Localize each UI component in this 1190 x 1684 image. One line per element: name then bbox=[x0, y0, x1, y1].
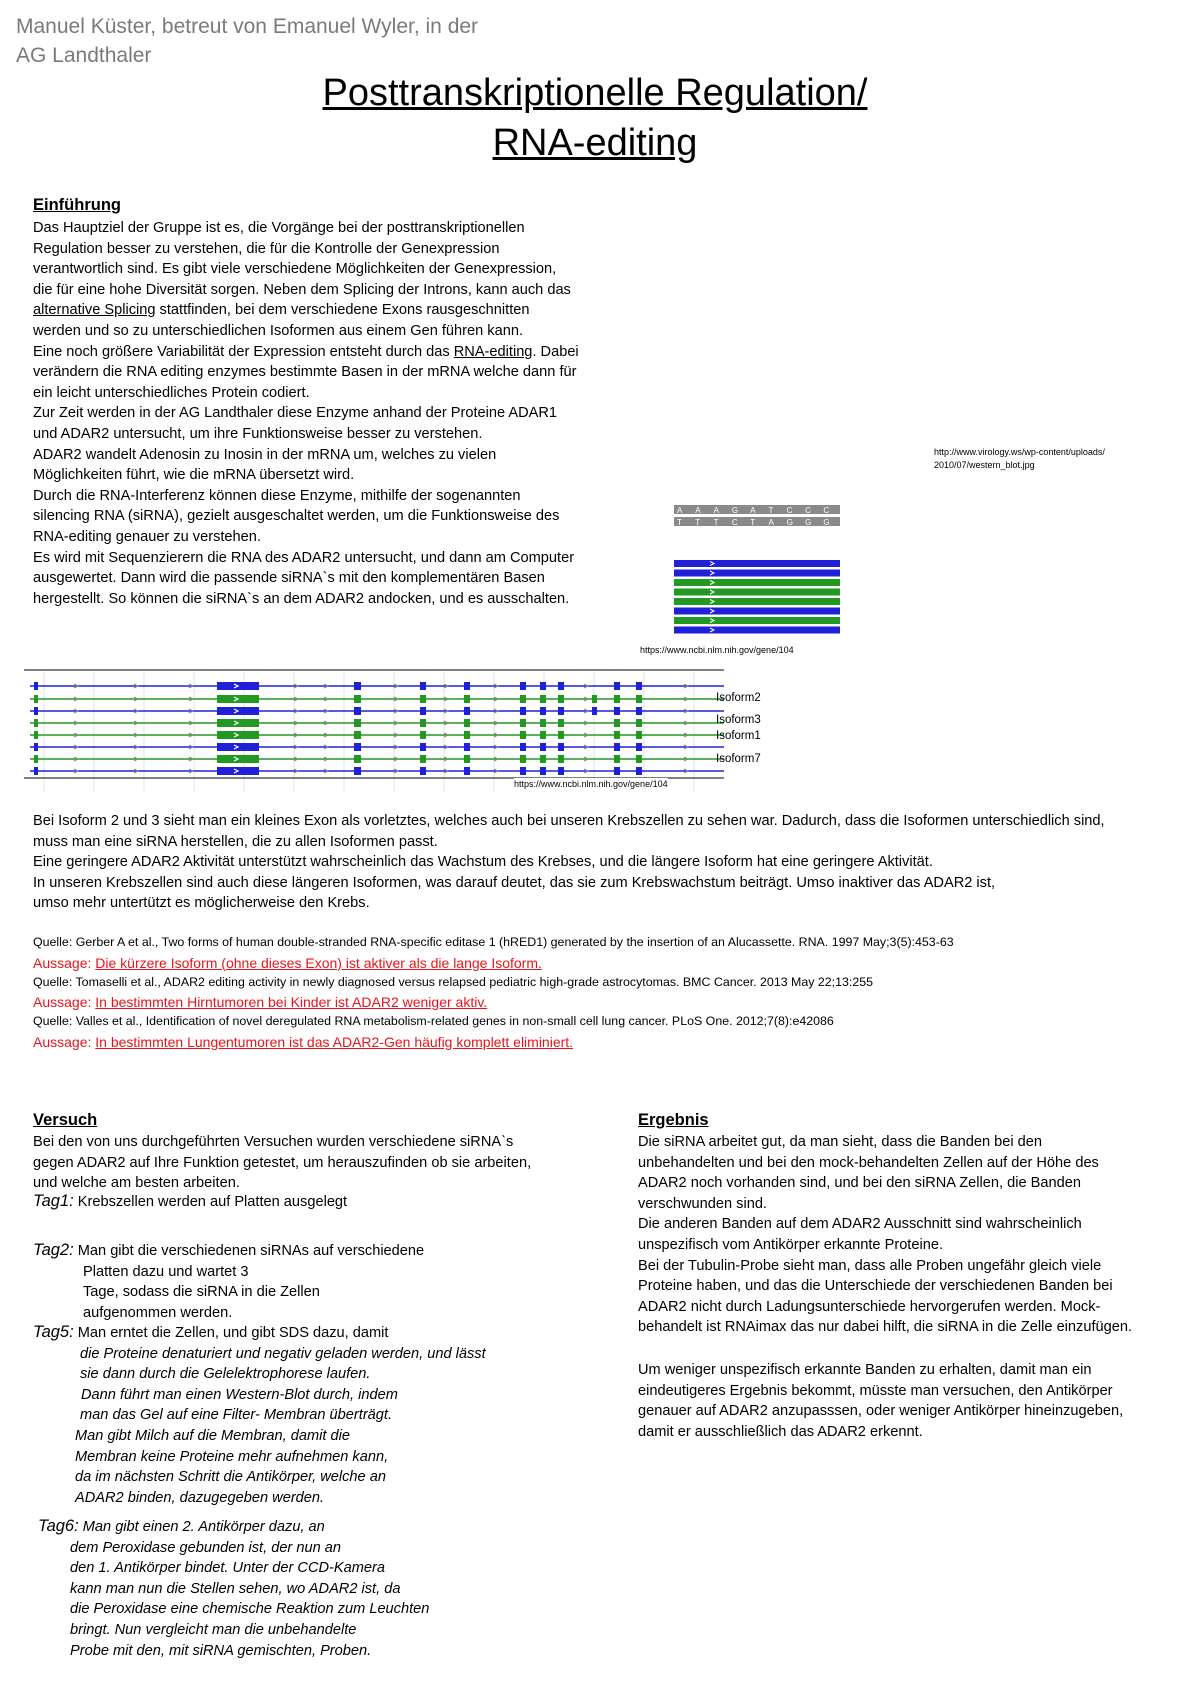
isoform-exon bbox=[420, 731, 426, 739]
isoform-exon bbox=[464, 731, 470, 739]
author-line-2: AG Landthaler bbox=[16, 44, 152, 67]
isoform-exon bbox=[614, 695, 620, 703]
page-title-line-1: Posttranskriptionelle Regulation/ bbox=[322, 72, 868, 114]
source-citation: Quelle: Gerber A et al., Two forms of human double-stranded RNA-specific editase 1 (hRED1) generated by the insertion of an Alucassette. RNA. 1997 May;3(5):453-63 bbox=[33, 935, 954, 949]
ergebnis-heading: Ergebnis bbox=[638, 1111, 709, 1129]
isoform-exon bbox=[34, 743, 38, 751]
isoform-exon bbox=[540, 767, 546, 775]
findings-line: umso mehr untertützt es möglicherweise den Krebs. bbox=[33, 895, 370, 912]
intro-line: und ADAR2 untersucht, um ihre Funktionsweise besser zu verstehen. bbox=[33, 425, 483, 442]
intro-heading: Einführung bbox=[33, 196, 121, 214]
isoform-exon bbox=[614, 743, 620, 751]
isoform-exon bbox=[636, 695, 642, 703]
virology-url-line-1: http://www.virology.ws/wp-content/uploads/ bbox=[934, 447, 1105, 457]
isoform-exon bbox=[558, 719, 564, 727]
ergebnis-body bbox=[638, 1132, 1186, 1338]
source-citation: Quelle: Valles et al., Identification of novel deregulated RNA metabolism-related genes in non-small cell lung cancer. PLoS One. 2012;7(8):e42086 bbox=[33, 1014, 834, 1028]
isoform-exon bbox=[464, 743, 470, 751]
ergebnis-line: Um weniger unspezifisch erkannte Banden zu erhalten, damit man ein bbox=[638, 1362, 1092, 1378]
sequence-letters-bottom bbox=[677, 518, 830, 527]
intro-line: Es wird mit Sequenzierern die RNA des ADAR2 untersucht, und dann am Computer bbox=[33, 549, 575, 566]
intro-line: Das Hauptziel der Gruppe ist es, die Vorgänge bei der posttranskriptionellen bbox=[33, 220, 525, 236]
isoform-exon bbox=[420, 707, 426, 715]
isoform-exon bbox=[420, 767, 426, 775]
sequence-exon-bar bbox=[674, 598, 840, 605]
findings-text bbox=[33, 811, 1183, 914]
author-line-1: Manuel Küster, betreut von Emanuel Wyler, in der bbox=[16, 15, 479, 38]
isoform-exon bbox=[354, 707, 361, 715]
tag1-text: Krebszellen werden auf Platten ausgelegt bbox=[77, 1194, 348, 1210]
intro-link[interactable]: RNA-editing bbox=[453, 343, 533, 360]
tag1 bbox=[33, 1190, 593, 1213]
tag5-line: die Proteine denaturiert und negativ geladen werden, und lässt bbox=[80, 1345, 486, 1362]
isoform-exon bbox=[420, 719, 426, 727]
sequence-exon-bar bbox=[674, 608, 840, 615]
sequence-letter: C bbox=[731, 518, 738, 527]
tag6-line: den 1. Antikörper bindet. Unter der CCD-Kamera bbox=[70, 1560, 385, 1577]
tag2-label: Tag2: bbox=[33, 1241, 74, 1259]
ergebnis-line: verschwunden sind. bbox=[638, 1195, 767, 1212]
isoform-exon bbox=[464, 707, 470, 715]
isoform-exon bbox=[420, 695, 426, 703]
isoform-exon bbox=[34, 719, 38, 727]
sequence-exon-bar bbox=[674, 579, 840, 586]
ergebnis-line: Die siRNA arbeitet gut, da man sieht, dass die Banden bei den bbox=[638, 1134, 1043, 1150]
tag6-line: bringt. Nun vergleicht man die unbehandelte bbox=[70, 1621, 357, 1638]
isoform-exon bbox=[354, 755, 361, 763]
isoform-exon bbox=[540, 731, 546, 739]
intro-line: hergestellt. So können die siRNA`s an dem ADAR2 andocken, und es ausschalten. bbox=[33, 590, 570, 607]
ergebnis-line: Bei der Tubulin-Probe sieht man, dass alle Proben ungefähr gleich viele bbox=[638, 1257, 1102, 1274]
intro-link[interactable]: alternative Splicing bbox=[33, 302, 156, 319]
intro-line: Durch die RNA-Interferenz können diese Enzyme, mithilfe der sogenannten bbox=[33, 487, 521, 504]
intro-line: Zur Zeit werden in der AG Landthaler diese Enzyme anhand der Proteine ADAR1 bbox=[33, 405, 558, 422]
sequence-letter: G bbox=[786, 518, 794, 527]
ergebnis-line: damit er ausschließlich das ADAR2 erkennt. bbox=[638, 1423, 923, 1440]
source-statement-text: In bestimmten Hirntumoren bei Kinder ist ADAR2 weniger aktiv. bbox=[95, 994, 488, 1010]
tag5-line: Dann führt man einen Western-Blot durch, indem bbox=[81, 1386, 398, 1403]
ncbi-url-2: https://www.ncbi.nlm.nih.gov/gene/104 bbox=[514, 779, 668, 789]
intro-line: verantwortlich sind. Es gibt viele verschiedene Möglichkeiten der Genexpression, bbox=[33, 261, 557, 278]
sequence-track-image bbox=[674, 505, 840, 635]
ergebnis-line: unspezifisch vom Antikörper erkannte Proteine. bbox=[638, 1236, 944, 1253]
isoform-exon bbox=[354, 743, 361, 751]
isoform-exon bbox=[558, 707, 564, 715]
isoform-small-exon bbox=[592, 695, 597, 703]
sequence-exon-bar bbox=[674, 617, 840, 624]
intro-line: verändern die RNA editing enzymes bestimmte Basen in der mRNA welche dann für bbox=[33, 364, 577, 381]
tag5-line: ADAR2 binden, dazugegeben werden. bbox=[75, 1489, 325, 1506]
isoform-exon bbox=[558, 755, 564, 763]
isoform-label-3: Isoform3 bbox=[716, 714, 761, 726]
tag5-line: Membran keine Proteine mehr aufnehmen kann, bbox=[75, 1448, 389, 1465]
tag5-label: Tag5: bbox=[33, 1323, 74, 1341]
tag5-line: man das Gel auf eine Filter- Membran überträgt. bbox=[80, 1407, 393, 1424]
tag5-line: da im nächsten Schritt die Antikörper, welche an bbox=[75, 1469, 386, 1486]
sequence-letter: T bbox=[750, 518, 756, 527]
isoform-exon bbox=[614, 767, 620, 775]
isoform-exon bbox=[636, 682, 642, 690]
isoform-exon bbox=[614, 755, 620, 763]
intro-line: Eine noch größere Variabilität der Expression entsteht durch das RNA-editing. Dabei bbox=[33, 343, 579, 360]
isoform-exon bbox=[520, 743, 526, 751]
findings-line: In unseren Krebszellen sind auch diese längeren Isoformen, was darauf deutet, das sie zum Krebswachstum beiträgt. Umso inaktiver das ADAR2 ist, bbox=[33, 874, 996, 891]
ergebnis-line: eindeutigeres Ergebnis bekommt, müsste man versuchen, den Antikörper bbox=[638, 1382, 1113, 1399]
ergebnis-line: behandelt ist RNAimax das nur dabei hilft, die siRNA in die Zelle einzufügen. bbox=[638, 1319, 1133, 1336]
isoform-exon bbox=[540, 682, 546, 690]
versuch-intro: Bei den von uns durchgeführten Versuchen wurden verschiedene siRNA`s gegen ADAR2 auf Ihre Funktion getestet, um herauszufinden ob sie arbeiten, und welche am besten arbeiten. bbox=[33, 1134, 532, 1192]
virology-url-line-2: 2010/07/western_blot.jpg bbox=[934, 460, 1035, 470]
isoform-exon bbox=[636, 731, 642, 739]
isoform-exon bbox=[540, 755, 546, 763]
isoform-exon bbox=[540, 743, 546, 751]
ergebnis-line: ADAR2 nicht durch Ladungsunterschiede hervorgerufen werden. Mock- bbox=[638, 1298, 1101, 1315]
tag6-label: Tag6: bbox=[38, 1517, 79, 1535]
sequence-letter: G bbox=[805, 518, 812, 527]
findings-line: Eine geringere ADAR2 Aktivität unterstützt wahrscheinlich das Wachstum des Krebses, und die längere Isoform hat eine geringere Aktivität. bbox=[33, 854, 933, 871]
isoform-exon bbox=[420, 755, 426, 763]
isoform-exon bbox=[34, 707, 38, 715]
intro-line: RNA-editing genauer zu verstehen. bbox=[33, 528, 261, 545]
sequence-letter: T bbox=[695, 518, 701, 527]
ergebnis-line: Proteine haben, und das die Unterschiede der verschiedenen Banden bei bbox=[638, 1278, 1113, 1295]
intro-line: Regulation besser zu verstehen, die für die Kontrolle der Genexpression bbox=[33, 240, 500, 257]
sequence-letter: A bbox=[713, 506, 719, 515]
isoform-label-7: Isoform7 bbox=[716, 753, 761, 765]
source-statement-text: In bestimmten Lungentumoren ist das ADAR2-Gen häufig komplett eliminiert. bbox=[95, 1033, 574, 1050]
tag1-label: Tag1: bbox=[33, 1192, 74, 1210]
tag5-line: Man gibt Milch auf die Membran, damit die bbox=[75, 1427, 350, 1444]
sequence-letters-top bbox=[677, 506, 829, 515]
isoform-label-2: Isoform2 bbox=[716, 692, 761, 704]
isoform-exon bbox=[558, 682, 564, 690]
isoform-small-exon bbox=[592, 707, 597, 715]
tag6-line: kann man nun die Stellen sehen, wo ADAR2 ist, da bbox=[70, 1580, 401, 1597]
sequence-letter: T bbox=[677, 518, 682, 527]
isoform-label-1: Isoform1 bbox=[716, 730, 761, 742]
isoform-exon bbox=[614, 731, 620, 739]
isoform-exon bbox=[354, 767, 361, 775]
sequence-exon-bar bbox=[674, 589, 840, 596]
isoform-exon bbox=[614, 719, 620, 727]
tag6-line: Probe mit den, mit siRNA gemischten, Proben. bbox=[70, 1642, 372, 1659]
sequence-letter: A bbox=[695, 506, 701, 515]
source-statement: Aussage: Die kürzere Isoform (ohne dieses Exon) ist aktiver als die lange Isoform. bbox=[33, 954, 542, 971]
isoform-exon bbox=[520, 707, 526, 715]
intro-line: die für eine hohe Diversität sorgen. Neben dem Splicing der Introns, kann auch das bbox=[33, 281, 571, 298]
isoform-exon bbox=[614, 707, 620, 715]
isoform-exon bbox=[540, 719, 546, 727]
isoform-exon bbox=[520, 767, 526, 775]
intro-line: ein leicht unterschiedliches Protein codiert. bbox=[33, 384, 310, 401]
sequence-letter: C bbox=[805, 506, 811, 515]
isoform-exon bbox=[34, 682, 38, 690]
source-statement: Aussage: In bestimmten Hirntumoren bei Kinder ist ADAR2 weniger aktiv. bbox=[33, 994, 488, 1010]
isoform-exon bbox=[636, 767, 642, 775]
sequence-exon-bar bbox=[674, 570, 840, 577]
ergebnis-line: unbehandelten und bei den mock-behandelten Zellen auf der Höhe des bbox=[638, 1154, 1099, 1171]
intro-line: ausgewertet. Dann wird die passende siRNA`s mit den komplementären Basen bbox=[33, 570, 545, 587]
sequence-exon-bar bbox=[674, 560, 840, 567]
sequence-letter: A bbox=[750, 506, 756, 515]
isoform-diagram bbox=[24, 664, 724, 794]
isoform-exon bbox=[34, 695, 38, 703]
sequence-letter: C bbox=[786, 506, 793, 515]
isoform-exon bbox=[558, 731, 564, 739]
isoform-exon bbox=[614, 682, 620, 690]
isoform-exon bbox=[464, 682, 470, 690]
sequence-letter: A bbox=[677, 506, 683, 515]
isoform-exon bbox=[636, 743, 642, 751]
ergebnis-body-2 bbox=[638, 1360, 1186, 1442]
isoform-exon bbox=[34, 755, 38, 763]
author-credit bbox=[16, 12, 576, 70]
isoform-exon bbox=[520, 731, 526, 739]
source-citation: Quelle: Tomaselli et al., ADAR2 editing activity in newly diagnosed versus relapsed pediatric high-grade astrocytomas. BMC Cancer. 2013 May 22;13:255 bbox=[33, 974, 874, 989]
ergebnis-line: Die anderen Banden auf dem ADAR2 Ausschnitt sind wahrscheinlich bbox=[638, 1216, 1082, 1233]
isoform-exon bbox=[354, 719, 361, 727]
isoform-exon bbox=[464, 719, 470, 727]
tag6-line: dem Peroxidase gebunden ist, der nun an bbox=[70, 1539, 341, 1556]
isoform-exon bbox=[34, 731, 38, 739]
sequence-letter: T bbox=[768, 506, 774, 515]
isoform-exon bbox=[558, 767, 564, 775]
intro-line: silencing RNA (siRNA), gezielt ausgeschaltet werden, um die Funktionsweise des bbox=[33, 508, 560, 525]
isoform-exon bbox=[520, 719, 526, 727]
sequence-letter: G bbox=[823, 518, 830, 527]
tag5: Tag5: Man erntet die Zellen, und gibt SDS dazu, damit die Proteine denaturiert und negativ geladen werden, und lässt sie dann durch die Gelelektrophorese laufen. Dann führt man einen Western-Blot durch, indem man das Gel auf eine Filter- Membran überträgt. Man gibt Milch auf die Membran, damit die Membran keine Proteine mehr aufnehmen kann, da im nächsten Schritt die Antikörper, welche an ADAR2 binden, dazugegeben werden. bbox=[33, 1322, 593, 1508]
isoform-exon bbox=[464, 755, 470, 763]
isoform-exon bbox=[558, 743, 564, 751]
isoform-exon bbox=[636, 755, 642, 763]
isoform-exon bbox=[540, 695, 546, 703]
isoform-exon bbox=[520, 682, 526, 690]
isoform-exon bbox=[520, 695, 526, 703]
isoform-exon bbox=[636, 719, 642, 727]
virology-url bbox=[934, 446, 1184, 472]
findings-line: Bei Isoform 2 und 3 sieht man ein kleines Exon als vorletztes, welches auch bei unseren Krebszellen zu sehen war. Dadurch, dass die Isoformen unterschiedlich sind, bbox=[33, 813, 1105, 829]
isoform-exon bbox=[520, 755, 526, 763]
isoform-exon bbox=[420, 743, 426, 751]
source-statement: Aussage: In bestimmten Lungentumoren ist das ADAR2-Gen häufig komplett eliminiert. bbox=[33, 1033, 574, 1050]
intro-line: ADAR2 wandelt Adenosin zu Inosin in der mRNA um, welches zu vielen bbox=[33, 446, 497, 463]
source-statement-text: Die kürzere Isoform (ohne dieses Exon) ist aktiver als die lange Isoform. bbox=[95, 954, 542, 971]
ergebnis-line: ADAR2 noch vorhanden sind, und bei den siRNA Zellen, die Banden bbox=[638, 1175, 1081, 1192]
isoform-exon bbox=[354, 695, 361, 703]
ncbi-url-1: https://www.ncbi.nlm.nih.gov/gene/104 bbox=[640, 645, 794, 655]
sequence-transcript-tracks bbox=[674, 560, 840, 634]
isoform-exon bbox=[354, 682, 361, 690]
page-title-line-2: RNA-editing bbox=[492, 122, 698, 164]
sequence-letter: A bbox=[768, 518, 774, 527]
sequence-letter: G bbox=[731, 506, 739, 515]
versuch-heading: Versuch bbox=[33, 1111, 98, 1129]
sequence-letter: C bbox=[823, 506, 830, 515]
isoform-exon bbox=[354, 731, 361, 739]
isoform-exon bbox=[636, 707, 642, 715]
sequence-exon-bar bbox=[674, 627, 840, 634]
isoform-exon bbox=[464, 695, 470, 703]
ergebnis-line: genauer auf ADAR2 anzupasssen, oder weniger Antikörper hineinzugeben, bbox=[638, 1403, 1124, 1420]
isoform-exon bbox=[34, 767, 38, 775]
tag6: Tag6: Man gibt einen 2. Antikörper dazu, an dem Peroxidase gebunden ist, der nun an den 1. Antikörper bindet. Unter der CCD-Kamera kann man nun die Stellen sehen, wo ADAR2 ist, da die Peroxidase eine chemische Reaktion zum Leuchten bringt. Nun vergleicht man die unbehandelte Probe mit den, mit siRNA gemischten, Proben. bbox=[38, 1516, 598, 1661]
findings-line: muss man eine siRNA herstellen, die zu allen Isoformen passt. bbox=[33, 833, 438, 850]
isoform-exon bbox=[464, 767, 470, 775]
isoform-exon bbox=[540, 707, 546, 715]
tag5-line: sie dann durch die Gelelektrophorese laufen. bbox=[80, 1366, 371, 1383]
intro-line: alternative Splicing stattfinden, bei dem verschiedene Exons rausgeschnitten bbox=[33, 302, 530, 319]
sequence-letter: T bbox=[713, 518, 719, 527]
tag6-line: die Peroxidase eine chemische Reaktion zum Leuchten bbox=[70, 1601, 430, 1618]
isoform-exon bbox=[558, 695, 564, 703]
intro-body bbox=[33, 218, 633, 609]
tag2: Tag2: Man gibt die verschiedenen siRNAs auf verschiedene Platten dazu und wartet 3 Tage, sodass die siRNA in die Zellen aufgenommen werden. bbox=[33, 1241, 425, 1321]
sources-list bbox=[33, 933, 1183, 1052]
intro-line: Möglichkeiten führt, wie die mRNA übersetzt wird. bbox=[33, 467, 355, 484]
intro-line: werden und so zu unterschiedlichen Isoformen aus einem Gen führen kann. bbox=[33, 322, 523, 339]
isoform-exon bbox=[420, 682, 426, 690]
